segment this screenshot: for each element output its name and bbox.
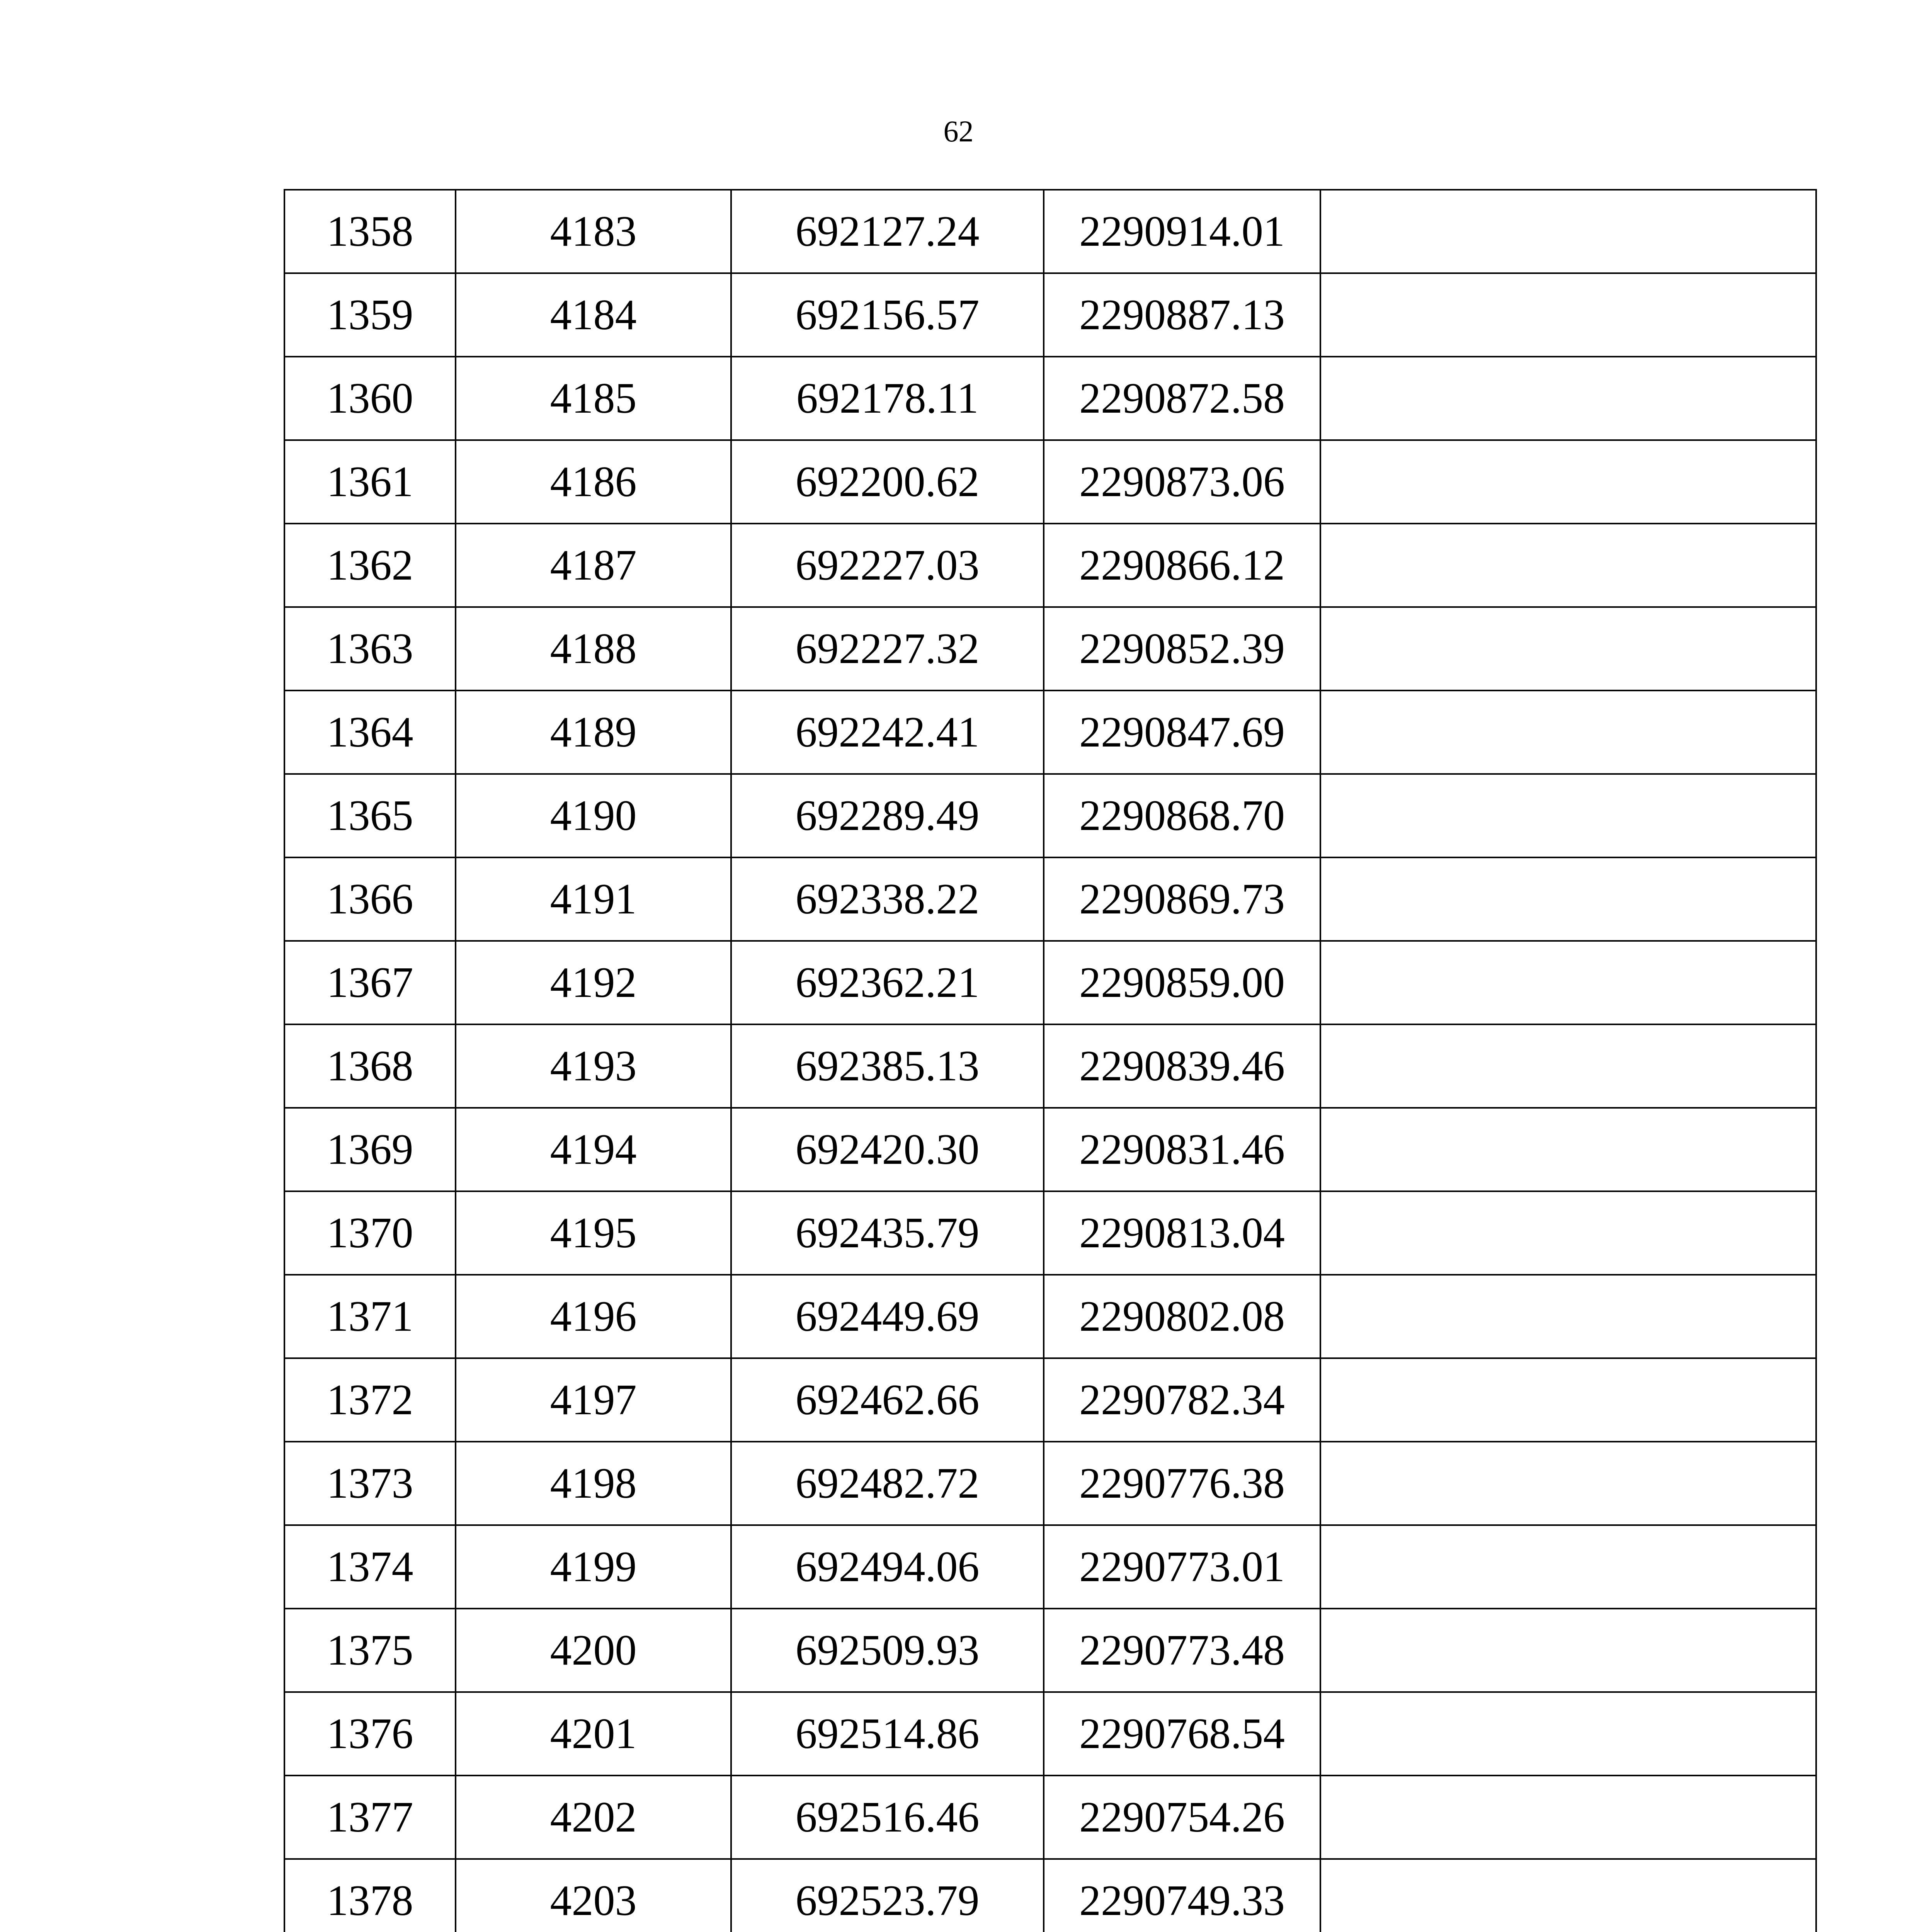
note-cell: [1320, 1358, 1816, 1442]
x-coordinate-cell: 692242.41: [731, 690, 1044, 774]
x-coordinate-cell: 692494.06: [731, 1525, 1044, 1609]
point-number-cell: 4194: [456, 1108, 731, 1191]
table-row: [284, 774, 1816, 857]
point-number-cell: 4191: [456, 857, 731, 941]
point-number-cell: 4186: [456, 440, 731, 524]
table-row: [284, 607, 1816, 690]
index-cell: 1375: [284, 1609, 456, 1692]
x-coordinate-cell: 692482.72: [731, 1442, 1044, 1525]
x-coordinate-cell: 692127.24: [731, 190, 1044, 273]
y-coordinate-cell: 2290773.01: [1044, 1525, 1320, 1609]
index-cell: 1374: [284, 1525, 456, 1609]
page-number: 62: [943, 114, 974, 148]
point-number-cell: 4203: [456, 1859, 731, 1932]
point-number-cell: 4188: [456, 607, 731, 690]
point-number-cell: 4202: [456, 1776, 731, 1859]
y-coordinate-cell: 2290887.13: [1044, 273, 1320, 357]
x-coordinate-cell: 692509.93: [731, 1609, 1044, 1692]
note-cell: [1320, 1191, 1816, 1275]
point-number-cell: 4198: [456, 1442, 731, 1525]
y-coordinate-cell: 2290914.01: [1044, 190, 1320, 273]
y-coordinate-cell: 2290776.38: [1044, 1442, 1320, 1525]
table-row: [284, 190, 1816, 273]
y-coordinate-cell: 2290768.54: [1044, 1692, 1320, 1776]
table-row: [284, 1692, 1816, 1776]
y-coordinate-cell: 2290872.58: [1044, 357, 1320, 440]
note-cell: [1320, 524, 1816, 607]
note-cell: [1320, 1442, 1816, 1525]
y-coordinate-cell: 2290869.73: [1044, 857, 1320, 941]
table-row: [284, 1108, 1816, 1191]
index-cell: 1367: [284, 941, 456, 1024]
note-cell: [1320, 357, 1816, 440]
y-coordinate-cell: 2290859.00: [1044, 941, 1320, 1024]
x-coordinate-cell: 692289.49: [731, 774, 1044, 857]
x-coordinate-cell: 692227.32: [731, 607, 1044, 690]
note-cell: [1320, 1525, 1816, 1609]
note-cell: [1320, 690, 1816, 774]
table-row: [284, 1191, 1816, 1275]
table-row: [284, 1859, 1816, 1932]
index-cell: 1366: [284, 857, 456, 941]
x-coordinate-cell: 692514.86: [731, 1692, 1044, 1776]
note-cell: [1320, 1275, 1816, 1358]
note-cell: [1320, 1692, 1816, 1776]
y-coordinate-cell: 2290831.46: [1044, 1108, 1320, 1191]
x-coordinate-cell: 692385.13: [731, 1024, 1044, 1108]
x-coordinate-cell: 692523.79: [731, 1859, 1044, 1932]
y-coordinate-cell: 2290813.04: [1044, 1191, 1320, 1275]
table-row: [284, 1776, 1816, 1859]
table-row: [284, 524, 1816, 607]
y-coordinate-cell: 2290866.12: [1044, 524, 1320, 607]
index-cell: 1365: [284, 774, 456, 857]
y-coordinate-cell: 2290749.33: [1044, 1859, 1320, 1932]
note-cell: [1320, 1859, 1816, 1932]
y-coordinate-cell: 2290839.46: [1044, 1024, 1320, 1108]
point-number-cell: 4187: [456, 524, 731, 607]
y-coordinate-cell: 2290802.08: [1044, 1275, 1320, 1358]
point-number-cell: 4184: [456, 273, 731, 357]
index-cell: 1361: [284, 440, 456, 524]
note-cell: [1320, 1609, 1816, 1692]
x-coordinate-cell: 692178.11: [731, 357, 1044, 440]
point-number-cell: 4201: [456, 1692, 731, 1776]
index-cell: 1360: [284, 357, 456, 440]
y-coordinate-cell: 2290754.26: [1044, 1776, 1320, 1859]
x-coordinate-cell: 692435.79: [731, 1191, 1044, 1275]
index-cell: 1377: [284, 1776, 456, 1859]
table-row: [284, 273, 1816, 357]
x-coordinate-cell: 692420.30: [731, 1108, 1044, 1191]
x-coordinate-cell: 692462.66: [731, 1358, 1044, 1442]
table-row: [284, 857, 1816, 941]
table-row: [284, 690, 1816, 774]
note-cell: [1320, 1108, 1816, 1191]
point-number-cell: 4185: [456, 357, 731, 440]
x-coordinate-cell: 692449.69: [731, 1275, 1044, 1358]
index-cell: 1362: [284, 524, 456, 607]
index-cell: 1370: [284, 1191, 456, 1275]
index-cell: 1371: [284, 1275, 456, 1358]
table-row: [284, 1442, 1816, 1525]
note-cell: [1320, 1776, 1816, 1859]
note-cell: [1320, 941, 1816, 1024]
table-row: [284, 1358, 1816, 1442]
note-cell: [1320, 440, 1816, 524]
index-cell: 1364: [284, 690, 456, 774]
y-coordinate-cell: 2290847.69: [1044, 690, 1320, 774]
table-row: [284, 1525, 1816, 1609]
x-coordinate-cell: 692516.46: [731, 1776, 1044, 1859]
point-number-cell: 4200: [456, 1609, 731, 1692]
coordinate-table: [284, 189, 1817, 1932]
point-number-cell: 4193: [456, 1024, 731, 1108]
index-cell: 1358: [284, 190, 456, 273]
index-cell: 1359: [284, 273, 456, 357]
y-coordinate-cell: 2290873.06: [1044, 440, 1320, 524]
x-coordinate-cell: 692227.03: [731, 524, 1044, 607]
point-number-cell: 4196: [456, 1275, 731, 1358]
note-cell: [1320, 1024, 1816, 1108]
point-number-cell: 4192: [456, 941, 731, 1024]
index-cell: 1368: [284, 1024, 456, 1108]
x-coordinate-cell: 692200.62: [731, 440, 1044, 524]
table-row: [284, 941, 1816, 1024]
table-row: [284, 440, 1816, 524]
y-coordinate-cell: 2290773.48: [1044, 1609, 1320, 1692]
table-row: [284, 1024, 1816, 1108]
x-coordinate-cell: 692156.57: [731, 273, 1044, 357]
index-cell: 1376: [284, 1692, 456, 1776]
note-cell: [1320, 774, 1816, 857]
table-body: [284, 190, 1816, 1932]
index-cell: 1378: [284, 1859, 456, 1932]
x-coordinate-cell: 692338.22: [731, 857, 1044, 941]
point-number-cell: 4189: [456, 690, 731, 774]
note-cell: [1320, 190, 1816, 273]
y-coordinate-cell: 2290782.34: [1044, 1358, 1320, 1442]
index-cell: 1373: [284, 1442, 456, 1525]
point-number-cell: 4183: [456, 190, 731, 273]
table-row: [284, 1609, 1816, 1692]
index-cell: 1369: [284, 1108, 456, 1191]
table-row: [284, 357, 1816, 440]
point-number-cell: 4195: [456, 1191, 731, 1275]
index-cell: 1363: [284, 607, 456, 690]
y-coordinate-cell: 2290852.39: [1044, 607, 1320, 690]
note-cell: [1320, 607, 1816, 690]
note-cell: [1320, 273, 1816, 357]
table-row: [284, 1275, 1816, 1358]
point-number-cell: 4197: [456, 1358, 731, 1442]
x-coordinate-cell: 692362.21: [731, 941, 1044, 1024]
point-number-cell: 4190: [456, 774, 731, 857]
note-cell: [1320, 857, 1816, 941]
index-cell: 1372: [284, 1358, 456, 1442]
y-coordinate-cell: 2290868.70: [1044, 774, 1320, 857]
point-number-cell: 4199: [456, 1525, 731, 1609]
